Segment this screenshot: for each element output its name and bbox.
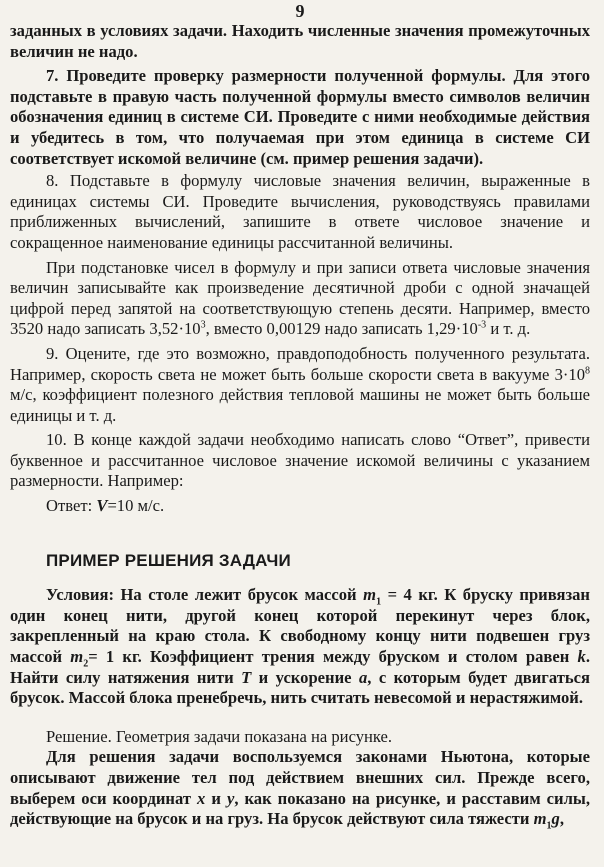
paragraph-8: 8. Подставьте в формулу числовые значения величин, выраженные в единицах системы СИ. Проведите вычисления, руководствуясь правилами приближенных вычислений, запишите в ответе числовое значение и сокращенное наименование единицы рассчитанной величины. [10,171,590,252]
solution-text: , как показано на рисунке, и расставим силы, действующие на брусок и на груз. На брусок действуют сила тяжести [10,788,591,829]
answer-example [10,496,590,517]
p9-text-start: 9. Оцените, где это возможно, правдоподобность полученного результата. Например, скорость света не может быть больше скорости света в вакууме 3·10 [10,343,590,384]
subscript: 2 [83,658,89,670]
paragraph-9 [10,344,590,426]
problem-condition [10,585,590,709]
condition-text: = 1 кг. Коэффициент трения между бруском и столом равен [88,647,578,667]
paragraph-10: 10. В конце каждой задачи необходимо написать слово “Ответ”, привести буквенное и рассчитанное числовое значение искомой величины с указанием размерности. Например: [10,430,590,491]
exponent: 3 [200,319,206,331]
tension-variable: T [241,667,252,687]
solution-paragraph [10,747,591,832]
mass-variable: m [70,647,84,667]
condition-text: . Найти силу натяжения нити [10,647,590,687]
substitution-text-end: и т. д. [486,319,531,339]
substitution-text-start: При подстановке чисел в формулу и при записи ответа числовые значения величин записывайте как произведение десятичной дроби с одной значащей цифрой перед запятой на соответствующую степень десяти. Например, вместо 3520 надо записать 3,52·10 [10,257,590,339]
gravity-variable: g [551,809,560,829]
solution-text: , [559,809,564,829]
paragraph-substitution [10,258,590,340]
solution-text: Для решения задачи воспользуемся законами Ньютона, которые описывают движение тел под действием внешних сил. Прежде всего, выберем оси координат [10,747,590,808]
acceleration-variable: a [358,667,368,687]
axis-x-variable: x [197,788,206,808]
section-heading: ПРИМЕР РЕШЕНИЯ ЗАДАЧИ [46,550,291,570]
substitution-text-mid: , вместо 0,00129 надо записать 1,29·10 [205,319,478,339]
condition-text: , с которым будет двигаться брусок. Массой блока пренебречь, нить считать невесомой и нерастяжимой. [10,667,590,708]
solution-heading: Решение. Геометрия задачи показана на рисунке. [46,726,393,746]
mass-variable: m [533,809,547,829]
subscript: 1 [546,820,552,832]
paragraph-intro: заданных в условиях задачи. Находить численные значения промежуточных величин не надо. [10,21,590,61]
p9-text-end: м/с, коэффициент полезного действия тепловой машины не может быть больше единицы и т. д. [10,385,590,425]
answer-variable: V [96,496,108,516]
axis-y-variable: y [226,788,235,808]
page-number: 9 [295,1,305,21]
answer-value: =10 м/с. [107,496,165,516]
subscript: 1 [376,596,382,608]
answer-label: Ответ: [46,496,97,516]
paragraph-7: 7. Проведите проверку размерности полученной формулы. Для этого подставьте в правую часть полученной формулы вместо символов величин обозначения единиц в системе СИ. Проведите с ними необходимые действия и убедитесь в том, что получаемая при этом единица в системе СИ соответствует искомой величине (см. пример решения задачи). [10,66,590,168]
condition-text: Условия: На столе лежит брусок массой [46,585,364,605]
exponent: -3 [477,319,487,331]
exponent: 8 [585,364,590,376]
friction-variable: k [577,647,586,667]
mass-variable: m [363,585,377,605]
condition-text: = 4 кг. К бруску привязан один конец нити, другой конец которой перекинут через блок, закрепленный на краю стола. К свободному концу нити подвешен груз массой [10,585,590,667]
solution-text: и [205,788,227,808]
condition-text: и ускорение [251,667,359,687]
